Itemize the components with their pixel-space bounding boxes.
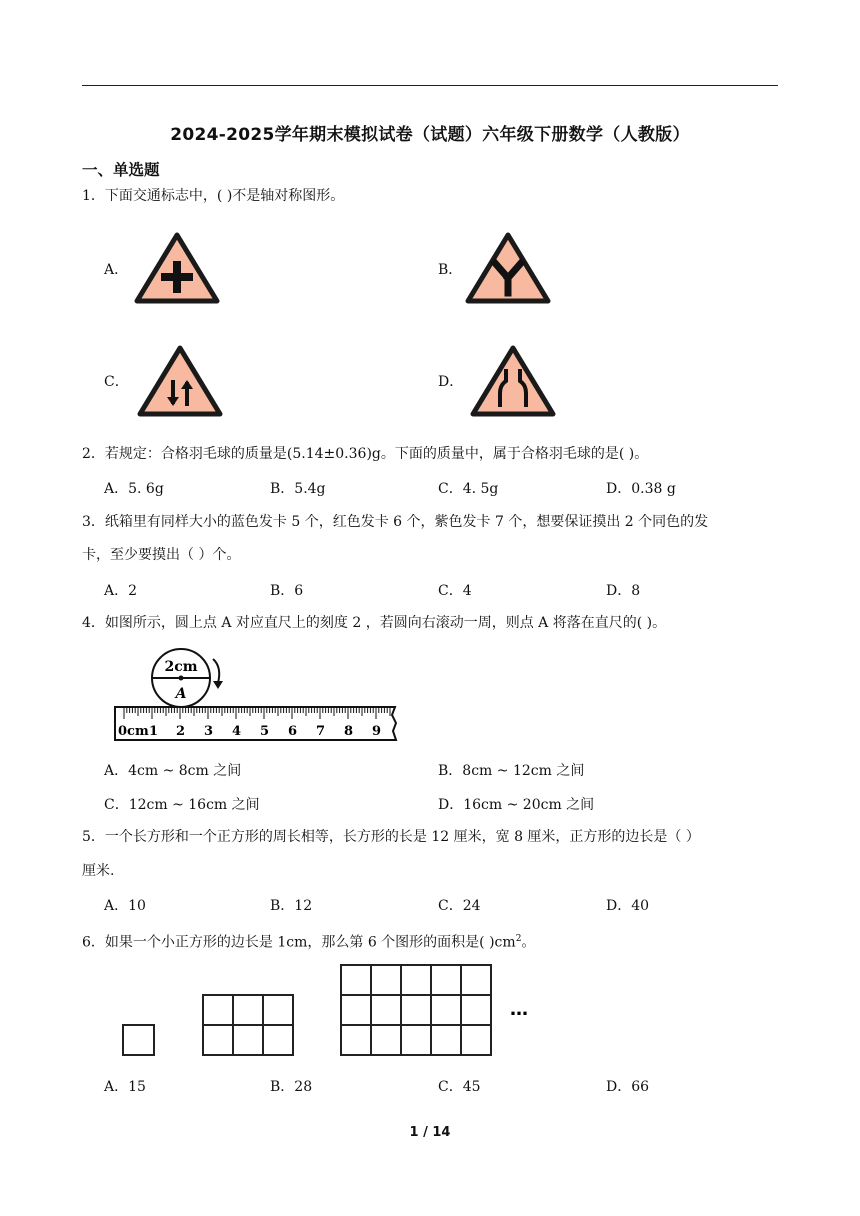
two-way-traffic-sign-icon — [137, 345, 223, 417]
ruler-label-2: 2 — [176, 724, 186, 739]
circle-diameter-label: 2cm — [164, 659, 198, 675]
pattern-figure-2 — [203, 995, 293, 1055]
q6-option-a: A．15 — [104, 1079, 146, 1095]
ruler-label-0: 0cm — [118, 724, 149, 739]
ruler-label-8: 8 — [344, 724, 354, 739]
header-rule — [82, 85, 778, 86]
rotation-arrow-icon — [213, 681, 223, 689]
q2-option-b: B．5.4g — [270, 481, 326, 497]
q6-text-superscript: 2 — [515, 934, 522, 944]
ruler-label-9: 9 — [372, 724, 382, 739]
ruler-label-3: 3 — [204, 724, 214, 739]
q1-option-d-label: D． — [438, 374, 464, 390]
page-title: 2024-2025学年期末模拟试卷（试题）六年级下册数学（人教版） — [170, 125, 690, 145]
question-3-line-1: 3．纸箱里有同样大小的蓝色发卡 5 个，红色发卡 6 个，紫色发卡 7 个，想要保证摸出 2 个同色的发 — [82, 514, 709, 530]
q2-option-d: D．0.38 g — [606, 481, 676, 497]
question-3-line-2: 卡，至少要摸出（ ）个。 — [82, 547, 241, 563]
q1-option-c-label: C． — [104, 374, 129, 390]
pattern-ellipsis: … — [510, 999, 528, 1020]
square-pattern-figure — [120, 962, 550, 1062]
q5-option-b: B．12 — [270, 898, 313, 914]
road-narrows-sign-icon — [470, 345, 556, 417]
ruler-circle-figure — [110, 645, 405, 745]
crossroad-sign-icon — [134, 232, 220, 304]
q5-option-d: D．40 — [606, 898, 650, 914]
q6-option-d: D．66 — [606, 1079, 650, 1095]
ruler-label-4: 4 — [232, 724, 242, 739]
pattern-figure-3 — [341, 965, 491, 1055]
page-number: 1 / 14 — [409, 1125, 451, 1140]
q2-option-a: A．5. 6g — [104, 481, 164, 497]
question-2-text: 2．若规定：合格羽毛球的质量是(5.14±0.36)g。下面的质量中，属于合格羽毛球的是( )。 — [82, 446, 649, 462]
question-6-text — [82, 929, 535, 953]
y-junction-sign-icon — [465, 232, 551, 304]
q3-option-c: C．4 — [438, 583, 472, 599]
ruler-label-5: 5 — [260, 724, 270, 739]
q4-option-a: A．4cm ~ 8cm 之间 — [104, 763, 242, 779]
q5-option-c: C．24 — [438, 898, 481, 914]
question-4-text: 4．如图所示，圆上点 A 对应直尺上的刻度 2 ，若圆向右滚动一周，则点 A 将落在直尺的( )。 — [82, 615, 667, 631]
q3-option-b: B．6 — [270, 583, 304, 599]
question-5-line-2: 厘米. — [82, 863, 115, 879]
q3-option-a: A．2 — [104, 583, 138, 599]
ruler-label-6: 6 — [288, 724, 298, 739]
q3-option-d: D．8 — [606, 583, 641, 599]
question-1-text: 1．下面交通标志中，( )不是轴对称图形。 — [82, 188, 345, 204]
q6-text-end: 。 — [521, 934, 536, 951]
q1-option-b-label: B． — [438, 262, 463, 278]
q1-option-a-label: A． — [104, 262, 129, 278]
q6-option-b: B．28 — [270, 1079, 313, 1095]
q4-option-d: D．16cm ~ 20cm 之间 — [438, 797, 595, 813]
q2-option-c: C．4. 5g — [438, 481, 499, 497]
ruler-label-1: 1 — [149, 724, 159, 739]
q4-option-b: B．8cm ~ 12cm 之间 — [438, 763, 585, 779]
pattern-figure-1 — [123, 1025, 154, 1055]
question-5-line-1: 5．一个长方形和一个正方形的周长相等，长方形的长是 12 厘米，宽 8 厘米，正方形的边长是（ ） — [82, 829, 700, 845]
q5-option-a: A．10 — [104, 898, 146, 914]
q6-text-main: 6．如果一个小正方形的边长是 1cm，那么第 6 个图形的面积是( )cm — [82, 934, 516, 951]
section-heading: 一、单选题 — [82, 161, 160, 179]
q6-option-c: C．45 — [438, 1079, 481, 1095]
point-a-label: A — [175, 686, 187, 702]
q4-option-c: C．12cm ~ 16cm 之间 — [104, 797, 260, 813]
ruler-label-7: 7 — [316, 724, 326, 739]
